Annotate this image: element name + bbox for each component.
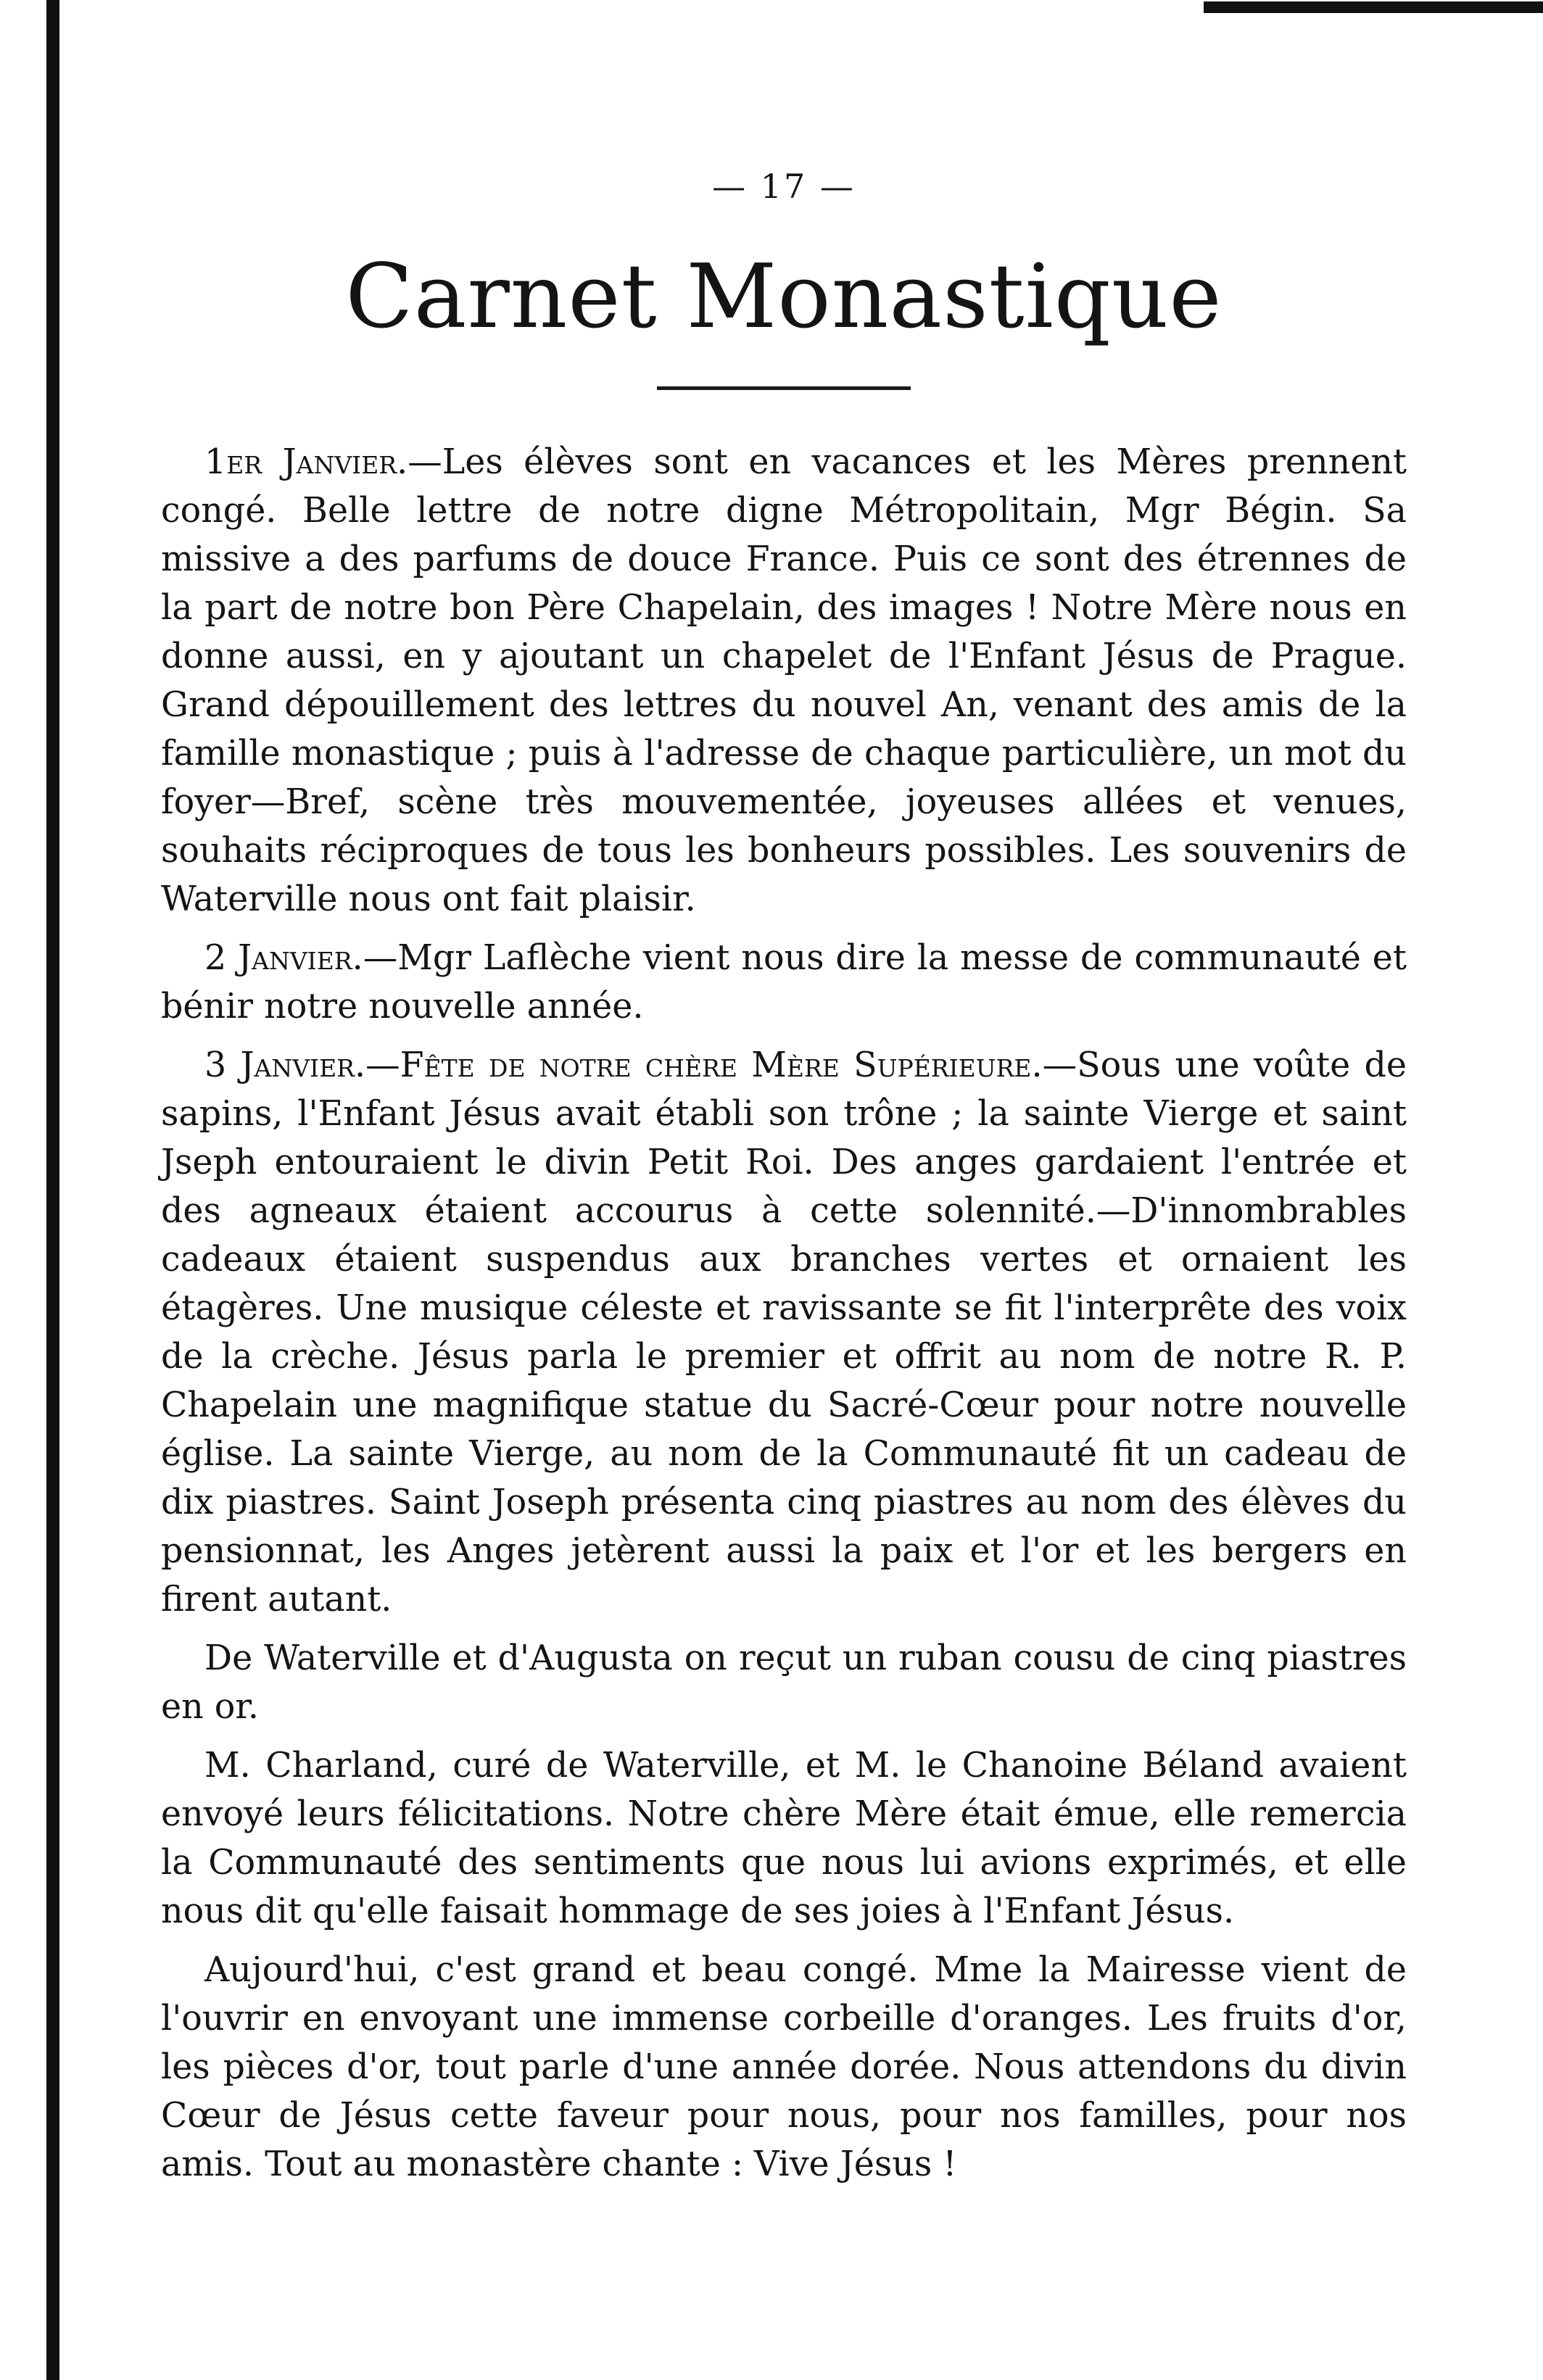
page-column bbox=[161, 163, 1407, 2189]
entry-january-1 bbox=[161, 438, 1407, 924]
title-divider bbox=[657, 386, 911, 390]
entry-text: —Les élèves sont en vacances et les Mères prennent congé. Belle lettre de notre digne Métropolitain, Mgr Bégin. Sa missive a des parfums de douce France. Puis ce sont des étrennes de la part de notre bon Père Chapelain, des images ! Notre Mère nous en donne aussi, en y ajoutant un chapelet de l'Enfant Jésus de Prague. Grand dépouillement des lettres du nouvel An, venant des amis de la famille monastique ; puis à l'adresse de chaque particulière, un mot du foyer—Bref, scène très mouvementée, joyeuses allées et venues, souhaits réciproques de tous les bonheurs possibles. Les souvenirs de Waterville nous ont fait plaisir. bbox=[161, 442, 1407, 919]
entry-january-2 bbox=[161, 934, 1407, 1031]
paragraph-felicitations: M. Charland, curé de Waterville, et M. le Chanoine Béland avaient envoyé leurs félicitations. Notre chère Mère était émue, elle remercia la Communauté des sentiments que nous lui avions exprimés, et elle nous dit qu'elle faisait hommage de ses joies à l'Enfant Jésus. bbox=[161, 1746, 1407, 1931]
entry-text: —Mgr Laflèche vient nous dire la messe de communauté et bénir notre nouvelle année. bbox=[161, 938, 1407, 1027]
entry-text: —Sous une voûte de sapins, l'Enfant Jésus avait établi son trône ; la sainte Vierge et saint Jseph entouraient le divin Petit Roi. Des anges gardaient l'entrée et des agneaux étaient accourus à cette solennité.—D'innombrables cadeaux étaient suspendus aux branches vertes et ornaient les étagères. Une musique céleste et ravissante se fit l'interprête des voix de la crèche. Jésus parla le premier et offrit au nom de notre R. P. Chapelain une magnifique statue du Sacré-Cœur pour notre nouvelle église. La sainte Vierge, au nom de la Communauté fit un cadeau de dix piastres. Saint Joseph présenta cinq piastres au nom des élèves du pensionnat, les Anges jetèrent aussi la paix et l'or et les bergers en firent autant. bbox=[161, 1045, 1407, 1620]
entry-date: 2 Janvier. bbox=[204, 938, 363, 978]
paragraph-conge: Aujourd'hui, c'est grand et beau congé. Mme la Mairesse vient de l'ouvrir en envoyant une immense corbeille d'oranges. Les fruits d'or, les pièces d'or, tout parle d'une année dorée. Nous attendons du divin Cœur de Jésus cette faveur pour nous, pour nos familles, pour nos amis. Tout au monastère chante : Vive Jésus ! bbox=[161, 1950, 1407, 2184]
page-title: Carnet Monastique bbox=[345, 245, 1223, 348]
entry-date: 1er Janvier. bbox=[204, 442, 408, 482]
paragraph-waterville-augusta: De Waterville et d'Augusta on reçut un ruban cousu de cinq piastres en or. bbox=[161, 1638, 1407, 1727]
top-edge-rule bbox=[1204, 1, 1543, 13]
entry-date: 3 Janvier.—Fête de notre chère Mère Supérieure. bbox=[204, 1045, 1043, 1085]
journal-text bbox=[161, 438, 1407, 2189]
entry-january-3 bbox=[161, 1041, 1407, 1624]
page-number: — 17 — bbox=[712, 167, 856, 206]
page-edge-rule bbox=[46, 0, 59, 2380]
